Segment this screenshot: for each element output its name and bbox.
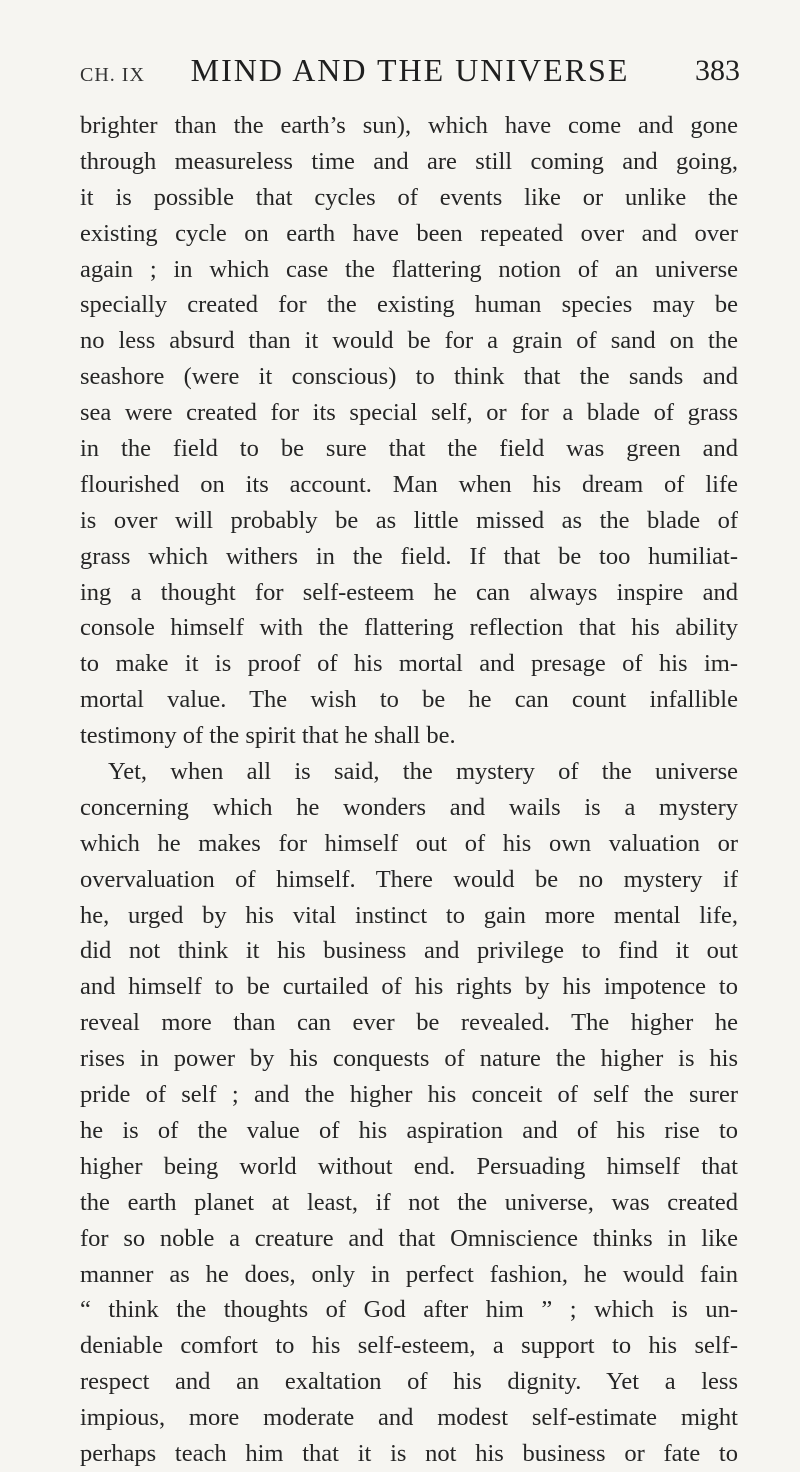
text-line: which he makes for himself out of his own valuation or [80,829,738,857]
text-line: for so noble a creature and that Omniscience thinks in like [80,1224,738,1252]
text-line: respect and an exaltation of his dignity. Yet a less [80,1368,738,1396]
text-line: is over will probably be as little missed as the blade of [80,506,738,534]
chapter-label: CH. IX [80,64,145,86]
text-line: perhaps teach him that it is not his business or fate to [80,1439,738,1467]
text-line: manner as he does, only in perfect fashion, he would fain [80,1260,738,1288]
text-line: deniable comfort to his self-esteem, a support to his self- [80,1332,738,1360]
text-line: seashore (were it conscious) to think that the sands and [80,363,738,391]
text-line: mortal value. The wish to be he can count infallible [80,686,738,714]
page-number: 383 [695,54,740,87]
text-line: impious, more moderate and modest self-estimate might [80,1404,738,1432]
body-text [80,108,738,1472]
text-line: no less absurd than it would be for a grain of sand on the [80,327,738,355]
running-header [80,52,740,92]
text-line: through measureless time and are still coming and going, [80,147,738,175]
text-line: specially created for the existing human species may be [80,291,738,319]
text-line: grass which withers in the field. If that be too humiliat- [80,542,738,570]
running-title: MIND AND THE UNIVERSE [190,52,630,88]
text-line: in the field to be sure that the field was green and [80,435,738,463]
text-line: “ think the thoughts of God after him ” ; which is un- [80,1296,738,1324]
text-line: console himself with the flattering reflection that his ability [80,614,738,642]
text-line: to make it is proof of his mortal and presage of his im- [80,650,738,678]
text-line: sea were created for its special self, or for a blade of grass [80,399,738,427]
text-line: did not think it his business and privilege to find it out [80,937,738,965]
paragraph-end-line: testimony of the spirit that he shall be. [80,722,456,750]
text-line: reveal more than can ever be revealed. The higher he [80,1009,738,1037]
text-line: existing cycle on earth have been repeated over and over [80,219,738,247]
text-line: the earth planet at least, if not the universe, was created [80,1188,738,1216]
text-line: again ; in which case the flattering notion of an universe [80,255,738,283]
text-line: higher being world without end. Persuading himself that [80,1152,738,1180]
text-line: pride of self ; and the higher his conceit of self the surer [80,1081,738,1109]
paragraph-start-line: Yet, when all is said, the mystery of the universe [108,758,738,786]
text-line: ing a thought for self-esteem he can always inspire and [80,578,738,606]
text-line: overvaluation of himself. There would be no mystery if [80,865,738,893]
text-line: he, urged by his vital instinct to gain more mental life, [80,901,738,929]
text-line: flourished on its account. Man when his dream of life [80,470,738,498]
text-line: rises in power by his conquests of nature the higher is his [80,1045,738,1073]
text-line: brighter than the earth’s sun), which have come and gone [80,112,738,139]
text-line: and himself to be curtailed of his rights by his impotence to [80,973,738,1001]
text-line: concerning which he wonders and wails is a mystery [80,793,738,821]
text-line: it is possible that cycles of events like or unlike the [80,183,738,211]
text-line: he is of the value of his aspiration and of his rise to [80,1116,738,1144]
